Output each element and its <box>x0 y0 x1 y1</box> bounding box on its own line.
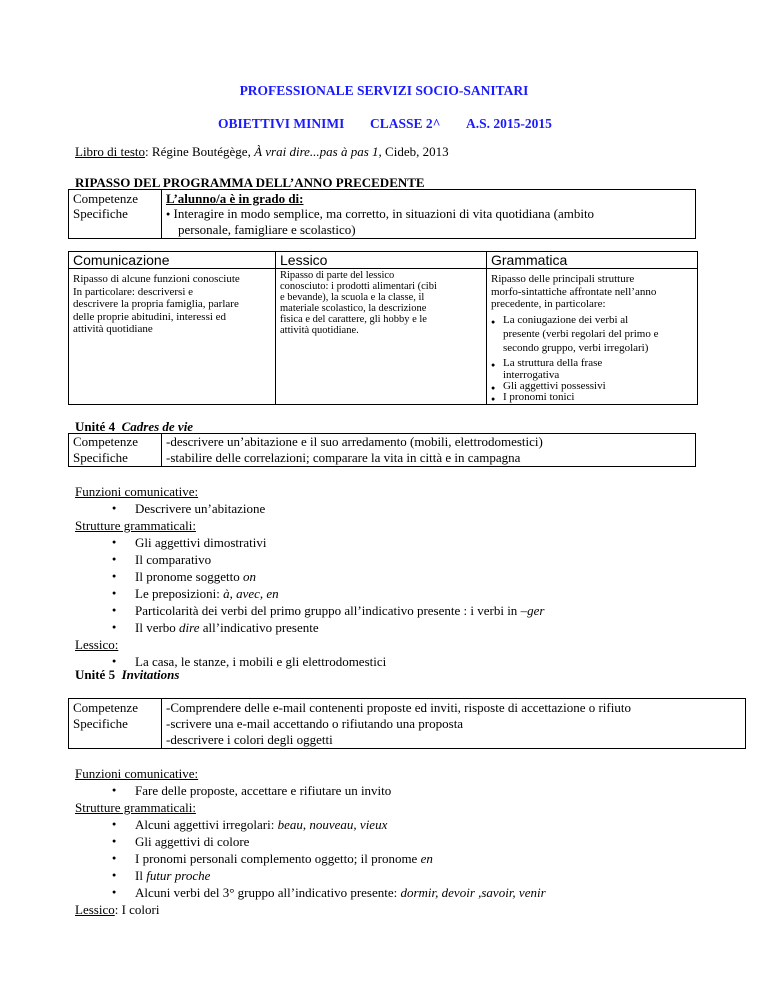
lessico-line: fisica e del carattere, gli hobby e le <box>280 314 427 325</box>
lessico-label: Lessico: <box>75 637 119 652</box>
unite5-desc: -descrivere i colori degli oggetti <box>166 732 333 747</box>
unite5-lessico-line <box>75 901 755 918</box>
unite5-title: Invitations <box>121 667 180 682</box>
unite4-desc: -stabilire delle correlazioni; comparare la vita in città e in campagna <box>166 450 521 465</box>
ripasso-bullet: ● Interagire in modo semplice, ma corretto, in situazioni di vita quotidiana (ambito <box>166 206 595 221</box>
libro-label: Libro di testo <box>75 144 146 159</box>
strutture-item: ● Particolarità dei verbi del primo gruppo all’indicativo presente : i verbi in –ger <box>75 602 755 619</box>
strutture-label: Strutture grammaticali: <box>75 518 196 533</box>
grammatica-list <box>491 313 693 403</box>
unite5-desc-cell <box>162 699 746 749</box>
libro-author: : Régine Boutégège, <box>145 144 255 159</box>
funzioni-list <box>75 782 755 799</box>
ripasso-content-table <box>68 251 698 405</box>
funzioni-label: Funzioni comunicative: <box>75 766 199 781</box>
unite5-desc: -Comprendere delle e-mail contenenti proposte ed inviti, risposte di accettazione o rifiuto <box>166 700 631 715</box>
strutture-list <box>75 534 755 636</box>
strutture-item: ● Il verbo dire all’indicativo presente <box>75 619 755 636</box>
lessico-line: materiale scolastico, la descrizione <box>280 303 427 314</box>
strutture-item: ● Alcuni verbi del 3° gruppo all’indicativo presente: dormir, devoir ,savoir, venir <box>75 884 755 901</box>
col-grammatica-head: Grammatica <box>487 252 698 269</box>
lessico-label: Lessico <box>75 902 115 917</box>
comunicazione-line: delle proprie abitudini, interessi ed <box>73 310 227 323</box>
competenze-label: Competenze <box>73 191 138 206</box>
grammatica-line: precedente, in particolare: <box>491 298 606 310</box>
comunicazione-line: In particolare: descriversi e <box>73 285 194 298</box>
strutture-list <box>75 816 755 901</box>
unite4-content <box>75 483 755 670</box>
specifiche-label: Specifiche <box>73 206 128 221</box>
lessico-line: conosciuto: i prodotti alimentari (cibi <box>280 281 437 292</box>
ripasso-desc-cell <box>162 190 696 239</box>
competenze-label: Competenze <box>73 700 138 715</box>
funzioni-list <box>75 500 755 517</box>
grammatica-item: ● La struttura della frase interrogativa <box>491 357 693 381</box>
col-comunicazione-head: Comunicazione <box>69 252 276 269</box>
unite5-heading <box>75 667 179 683</box>
obiettivi-title: OBIETTIVI MINIMI <box>218 116 345 131</box>
strutture-label: Strutture grammaticali: <box>75 800 196 815</box>
unite4-competenze-cell <box>69 434 162 467</box>
strutture-item: ● Il pronome soggetto on <box>75 568 755 585</box>
unite4-desc-cell <box>162 434 696 467</box>
grammatica-line: Ripasso delle principali strutture <box>491 273 635 285</box>
col-grammatica-body <box>487 269 698 405</box>
ripasso-bullet-cont: personale, famigliare e scolastico) <box>178 222 356 237</box>
specifiche-label: Specifiche <box>73 450 128 465</box>
libro-line <box>75 144 449 160</box>
unite4-table <box>68 433 696 467</box>
ripasso-table <box>68 189 696 239</box>
specifiche-label: Specifiche <box>73 716 128 731</box>
libro-title: À vrai dire...pas à pas 1, <box>254 144 382 159</box>
grammatica-item: ● Gli aggettivi possessivi <box>491 381 693 392</box>
funzioni-label: Funzioni comunicative: <box>75 484 199 499</box>
strutture-item: ● Il comparativo <box>75 551 755 568</box>
classe-title: CLASSE 2^ <box>370 116 441 131</box>
libro-publisher: Cideb, 2013 <box>381 144 449 159</box>
lessico-line: e bevande), la scuola e la classe, il <box>280 292 425 303</box>
comunicazione-line: descrivere la propria famiglia, parlare <box>73 298 239 310</box>
comunicazione-line: attività quotidiane <box>73 323 153 335</box>
unite4-title: Cadres de vie <box>121 419 194 434</box>
col-comunicazione-body <box>69 269 276 405</box>
grammatica-item: ● La coniugazione dei verbi al presente (verbi regolari del primo e secondo gruppo, verbi irregolari) <box>491 313 693 355</box>
unite5-competenze-cell <box>69 699 162 749</box>
unite4-desc: -descrivere un’abitazione e il suo arredamento (mobili, elettrodomestici) <box>166 434 543 449</box>
competenze-label: Competenze <box>73 434 138 449</box>
lessico-value: : I colori <box>114 902 160 917</box>
strutture-item: ● I pronomi personali complemento oggetto; il pronome en <box>75 850 755 867</box>
unite5-desc: -scrivere una e-mail accettando o rifiutando una proposta <box>166 716 464 731</box>
lessico-line: Ripasso di parte del lessico <box>280 270 395 281</box>
col-lessico-body <box>276 269 487 405</box>
ripasso-heading: RIPASSO DEL PROGRAMMA DELL’ANNO PRECEDENTE <box>75 175 425 190</box>
anno-title: A.S. 2015-2015 <box>466 116 552 131</box>
strutture-item: ● Gli aggettivi di colore <box>75 833 755 850</box>
grammatica-line: morfo-sintattiche affrontate nell’anno <box>491 285 657 298</box>
grammatica-item: ● I pronomi tonici <box>491 392 693 403</box>
school-title: PROFESSIONALE SERVIZI SOCIO-SANITARI <box>239 83 529 98</box>
grado-label: L’alunno/a è in grado di: <box>166 191 304 206</box>
lessico-line: attività quotidiane. <box>280 325 359 336</box>
ripasso-competenze-cell <box>69 190 162 239</box>
comunicazione-line: Ripasso di alcune funzioni conosciute <box>73 273 240 285</box>
col-lessico-head: Lessico <box>276 252 487 269</box>
unite5-content <box>75 765 755 918</box>
unite5-label: Unité 5 <box>75 667 116 682</box>
strutture-item: ● Il futur proche <box>75 867 755 884</box>
funzioni-item: ● Descrivere un’abitazione <box>75 500 755 517</box>
funzioni-item: ● Fare delle proposte, accettare e rifiutare un invito <box>75 782 755 799</box>
strutture-item: ● Alcuni aggettivi irregolari: beau, nouveau, vieux <box>75 816 755 833</box>
lessico-item: ● La casa, le stanze, i mobili e gli elettrodomestici <box>75 653 755 670</box>
strutture-item: ● Le preposizioni: à, avec, en <box>75 585 755 602</box>
unite4-label: Unité 4 <box>75 419 116 434</box>
unite5-table <box>68 698 746 749</box>
strutture-item: ● Gli aggettivi dimostrativi <box>75 534 755 551</box>
